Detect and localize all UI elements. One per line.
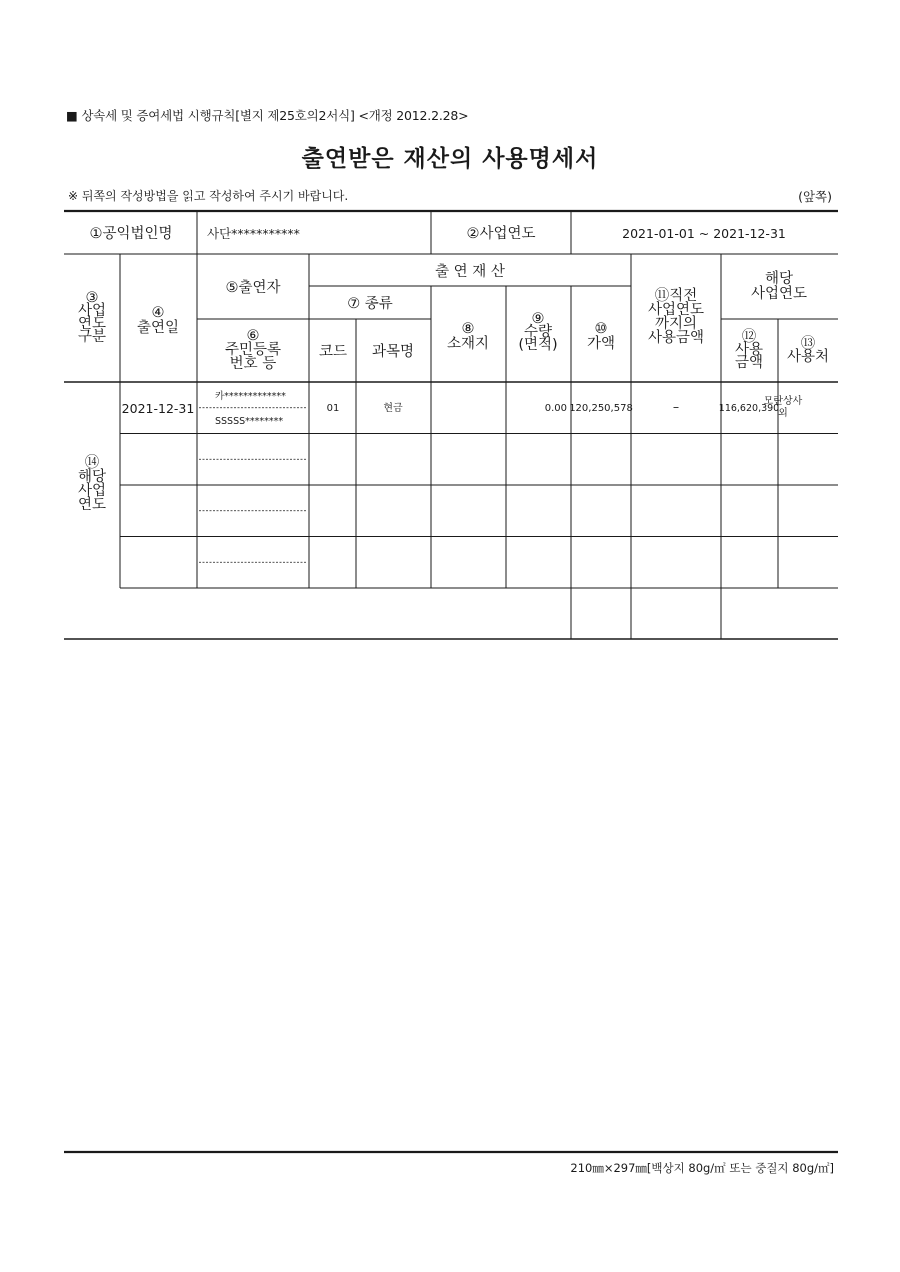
col-year-type-header: 구분 <box>77 329 107 345</box>
row-use-amount: 116,620,390 <box>718 403 780 414</box>
col-location-header: ⑧ <box>461 321 475 337</box>
row-item: 현금 <box>383 403 403 414</box>
col-id-header: ⑥ <box>246 328 260 344</box>
row-use-place: 외 <box>778 408 788 419</box>
paper-spec: 210㎜×297㎜[백상지 80g/㎡ 또는 중질지 80g/㎡] <box>570 1161 834 1175</box>
col-use-place-header: ⑬ <box>800 336 816 352</box>
col-prior-use-header: 까지의 <box>654 316 698 332</box>
col-year-type-header: ③ <box>85 290 99 306</box>
col-id-header: 주민등록 <box>224 342 282 358</box>
col-use-amount-header: 금액 <box>734 355 764 371</box>
org-name-label: ①공익법인명 <box>89 226 173 242</box>
section-label: 사업 <box>77 483 107 499</box>
col-prior-use-header: 사용금액 <box>647 330 705 346</box>
form-title: 출연받은 재산의 사용명세서 <box>301 146 599 172</box>
col-date-header: ④ <box>151 305 165 321</box>
col-quantity-header: ⑨ <box>531 311 545 327</box>
col-use-amount-header: ⑫ <box>741 329 757 345</box>
section-label: ⑭ <box>84 455 100 471</box>
row-quantity: 0.00 <box>544 403 567 414</box>
col-date-header: 출연일 <box>136 320 180 336</box>
col-prior-use-header: ⑪직전 <box>654 288 698 304</box>
row-prior-use: – <box>672 399 680 414</box>
col-amount-header: 가액 <box>586 336 616 352</box>
org-name-value: 사단*********** <box>207 226 300 241</box>
row-contributor: 카************* <box>215 391 286 402</box>
business-year-label: ②사업연도 <box>466 226 536 242</box>
col-year-type-header: 사업 <box>77 303 107 319</box>
col-use-amount-header: 사용 <box>734 342 764 358</box>
col-contributor-header: ⑤출연자 <box>225 280 281 296</box>
col-location-header: 소재지 <box>446 336 490 352</box>
row-use-place: 모란상사 <box>763 396 803 407</box>
col-id-header: 번호 등 <box>229 356 277 372</box>
col-property-header: 출 연 재 산 <box>435 264 505 280</box>
col-item-header: 과목명 <box>371 344 415 360</box>
row-date: 2021-12-31 <box>121 401 195 416</box>
row-amount: 120,250,578 <box>569 403 633 414</box>
section-label: 연도 <box>77 497 107 513</box>
business-year-value: 2021-01-01 ~ 2021-12-31 <box>622 226 786 241</box>
row-code: 01 <box>326 403 340 414</box>
row-id-number: SSSSS******** <box>215 416 284 427</box>
col-quantity-header: (면적) <box>518 337 558 353</box>
col-prior-use-header: 사업연도 <box>647 302 705 318</box>
col-amount-header: ⑩ <box>594 321 608 337</box>
page-side-label: (앞쪽) <box>798 189 832 204</box>
col-quantity-header: 수량 <box>523 324 553 340</box>
col-current-year-header: 해당 <box>764 271 794 287</box>
col-type-header: ⑦ 종류 <box>347 296 393 312</box>
col-year-type-header: 연도 <box>77 316 107 332</box>
section-label: 해당 <box>77 469 107 485</box>
col-code-header: 코드 <box>318 344 348 360</box>
col-current-year-header: 사업연도 <box>750 286 808 302</box>
col-use-place-header: 사용처 <box>786 349 830 365</box>
instruction-note: ※ 뒤쪽의 작성방법을 읽고 작성하여 주시기 바랍니다. <box>68 189 349 203</box>
law-reference: ■ 상속세 및 증여세법 시행규칙[별지 제25호의2서식] <개정 2012.2.28> <box>66 108 469 123</box>
